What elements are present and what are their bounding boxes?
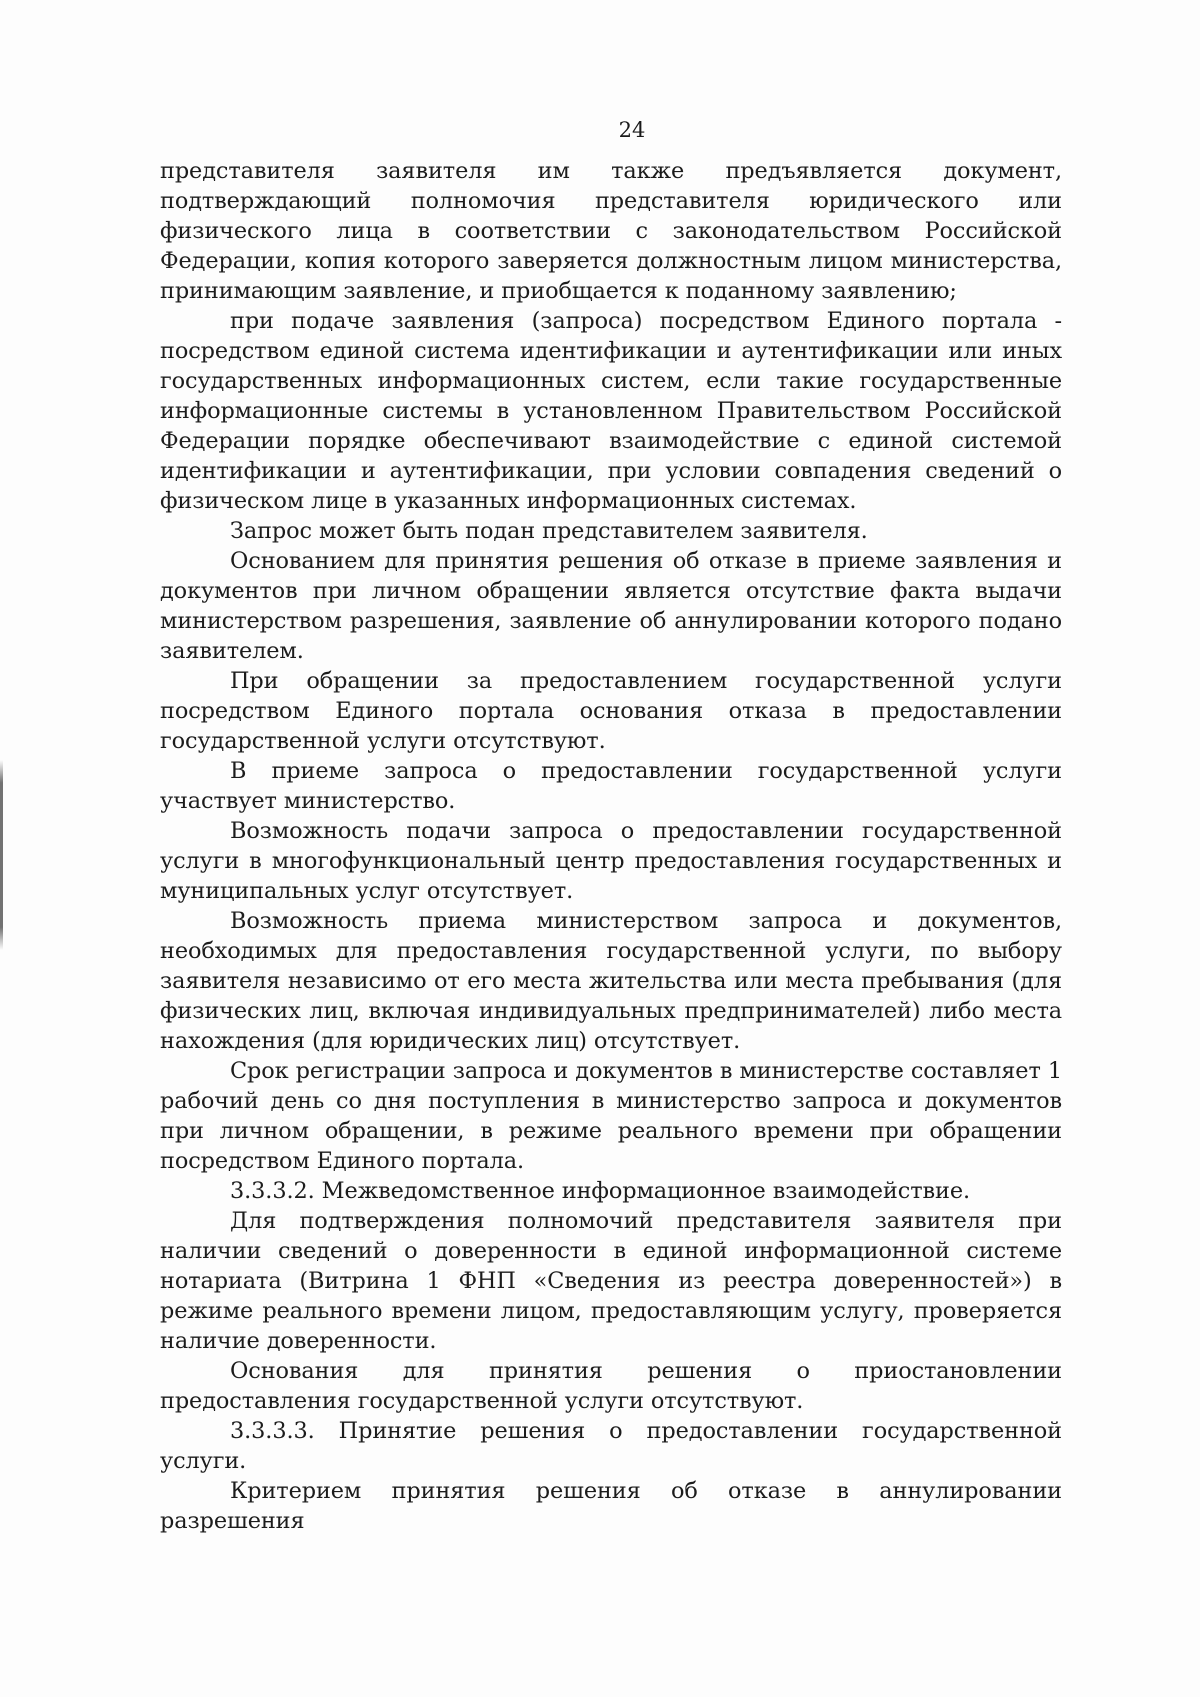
paragraph-refusal-criterion: Критерием принятия решения об отказе в аннулировании разрешения xyxy=(160,1478,1062,1534)
paragraph-registration-term: Срок регистрации запроса и документов в министерстве составляет 1 рабочий день со дня поступления в министерство запроса и документов при личном обращении, в режиме реального времени при обращении посредством Единого портала. xyxy=(160,1058,1062,1174)
paragraph-no-suspension: Основания для принятия решения о приостановлении предоставления государственной услуги отсутствуют. xyxy=(160,1358,1062,1414)
paragraph-request-by-representative: Запрос может быть подан представителем заявителя. xyxy=(230,518,868,544)
paragraph-mfc-not-available: Возможность подачи запроса о предоставлении государственной услуги в многофункциональный центр предоставления государственных и муниципальных услуг отсутствует. xyxy=(160,818,1062,904)
section-heading-3-3-3-3: 3.3.3.3. Принятие решения о предоставлении государственной услуги. xyxy=(160,1418,1062,1474)
paragraph-power-of-attorney-check: Для подтверждения полномочий представителя заявителя при наличии сведений о доверенности в единой информационной системе нотариата (Витрина 1 ФНП «Сведения из реестра доверенностей») в режиме реального времени лицом, предоставляющим услугу, проверяется наличие доверенности. xyxy=(160,1208,1062,1354)
paragraph-ministry-participates: В приеме запроса о предоставлении государственной услуги участвует министерство. xyxy=(160,758,1062,814)
paragraph-unified-portal-identification: при подаче заявления (запроса) посредством Единого портала - посредством единой система идентификации и аутентификации или иных государственных информационных систем, если такие государственные информационные системы в установленном Правительством Российской Федерации порядке обеспечивают взаимодействие с единой системой идентификации и аутентификации, при условии совпадения сведений о физическом лице в указанных информационных системах. xyxy=(160,308,1062,514)
section-heading-3-3-3-2: 3.3.3.2. Межведомственное информационное взаимодействие. xyxy=(230,1178,970,1204)
paragraph-representative-documents: представителя заявителя им также предъявляется документ, подтверждающий полномочия представителя юридического или физического лица в соответствии с законодательством Российской Федерации, копия которого заверяется должностным лицом министерства, принимающим заявление, и приобщается к поданному заявлению; xyxy=(160,158,1062,304)
paragraph-portal-no-refusal: При обращении за предоставлением государственной услуги посредством Единого портала основания отказа в предоставлении государственной услуги отсутствуют. xyxy=(160,668,1062,754)
scan-edge-shadow xyxy=(0,760,3,950)
page-number: 24 xyxy=(618,118,646,142)
paragraph-refusal-grounds: Основанием для принятия решения об отказе в приеме заявления и документов при личном обращении является отсутствие факта выдачи министерством разрешения, заявление об аннулировании которого подано заявителем. xyxy=(160,548,1062,664)
document-body xyxy=(160,156,1062,1536)
paragraph-extraterritorial-not-available: Возможность приема министерством запроса и документов, необходимых для предоставления государственной услуги, по выбору заявителя независимо от его места жительства или места пребывания (для физических лиц, включая индивидуальных предпринимателей) либо места нахождения (для юридических лиц) отсутствует. xyxy=(160,908,1062,1054)
